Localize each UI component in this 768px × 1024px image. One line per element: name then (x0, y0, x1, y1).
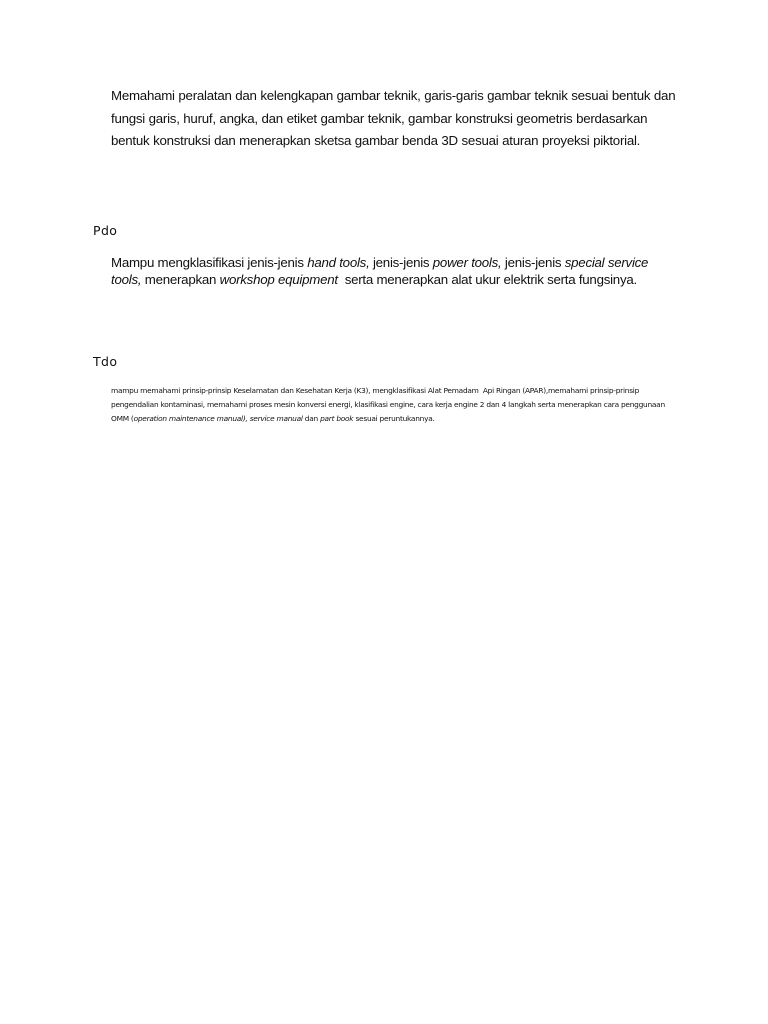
pdo-text-2: jenis-jenis (369, 255, 433, 270)
tdo-italic-part-book: part book (320, 414, 354, 423)
tdo-text-3: dan (302, 414, 321, 423)
tdo-paragraph (111, 384, 676, 426)
tdo-heading: Tdo (93, 354, 118, 369)
pdo-text-3: jenis-jenis (501, 255, 565, 270)
pdo-paragraph (111, 254, 671, 288)
pdo-italic-special-service-tools: special service tools, (111, 255, 649, 287)
pdo-italic-workshop-equipment: workshop equipment (219, 272, 338, 287)
tdo-italic-omm: operation maintenance manual), (133, 414, 248, 423)
pdo-text-1: Mampu mengklasifikasi jenis-jenis (111, 255, 308, 270)
pdo-heading: Pdo (93, 223, 118, 238)
tdo-text-4: sesuai peruntukannya. (353, 414, 435, 423)
pdo-text-5: serta menerapkan alat ukur elektrik serta fungsinya. (337, 272, 637, 287)
pdo-italic-power-tools: power tools, (432, 255, 502, 270)
pdo-text-4: menerapkan (141, 272, 220, 287)
tdo-italic-service-manual: service manual (249, 414, 303, 423)
objective-paragraph: Memahami peralatan dan kelengkapan gambar teknik, garis-garis gambar teknik sesuai bentuk dan fungsi garis, huruf, angka, dan etiket gambar teknik, gambar konstruksi geometris berdasarkan bentuk konstruksi dan menerapkan sketsa gambar benda 3D sesuai aturan proyeksi piktorial. (111, 88, 676, 148)
pdo-italic-hand-tools: hand tools, (307, 255, 370, 270)
tdo-text-1: mampu memahami prinsip-prinsip Keselamatan dan Kesehatan Kerja (K3), mengklasifikasi Alat Pemadam Api Ringan (APAR),memahami prinsip-prinsip pengendalian kontaminasi, memahami proses mesin konversi energi, klasifikasi engine, cara kerja engine 2 dan 4 langkah serta menerapkan cara penggunaan OMM ( (111, 386, 668, 423)
